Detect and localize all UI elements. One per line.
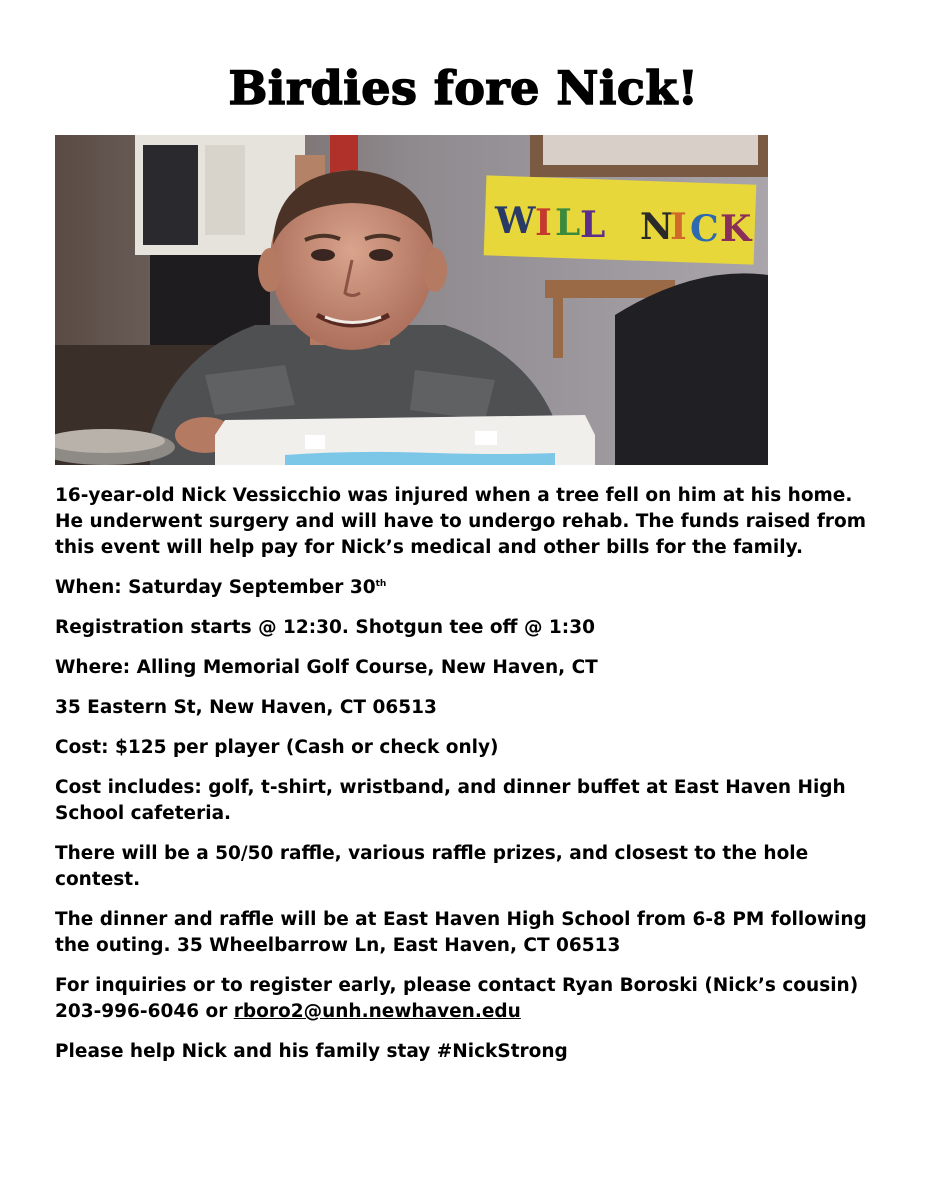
svg-text:L: L xyxy=(555,202,581,244)
portrait-illustration xyxy=(55,135,768,465)
svg-text:I: I xyxy=(535,202,552,244)
contact-email-link[interactable]: rboro2@unh.newhaven.edu xyxy=(233,1001,521,1022)
flyer-title: Birdies fore Nick! xyxy=(228,61,699,115)
svg-text:C: C xyxy=(690,208,719,250)
closing-line: Please help Nick and his family stay #NickStrong xyxy=(55,1041,568,1062)
registration-line: Registration starts @ 12:30. Shotgun tee off @ 1:30 xyxy=(55,617,595,638)
svg-text:L: L xyxy=(580,204,606,246)
cost-includes-paragraph: Cost includes: golf, t-shirt, wristband, and dinner buffet at East Haven High School cafeteria. xyxy=(55,777,846,824)
address-line: 35 Eastern St, New Haven, CT 06513 xyxy=(55,697,437,718)
when-line xyxy=(55,575,870,601)
when-suffix: th xyxy=(375,578,387,589)
cost-line: Cost: $125 per player (Cash or check only) xyxy=(55,737,499,758)
when-text: When: Saturday September 30 xyxy=(55,577,376,598)
svg-text:K: K xyxy=(720,208,752,250)
dinner-paragraph: The dinner and raffle will be at East Haven High School from 6-8 PM following the outing. 35 Wheelbarrow Ln, East Haven, CT 06513 xyxy=(55,909,867,956)
flyer-body xyxy=(55,483,870,1079)
svg-text:I: I xyxy=(670,206,687,248)
svg-text:N: N xyxy=(640,206,673,248)
contact-paragraph xyxy=(55,973,870,1025)
portrait-photo xyxy=(55,135,768,465)
svg-text:W: W xyxy=(495,200,536,242)
raffle-paragraph: There will be a 50/50 raffle, various raffle prizes, and closest to the hole contest. xyxy=(55,843,809,890)
intro-paragraph: 16-year-old Nick Vessicchio was injured when a tree fell on him at his home. He underwent surgery and will have to undergo rehab. The funds raised from this event will help pay for Nick’s medical and other bills for the family. xyxy=(55,485,867,558)
contact-text: For inquiries or to register early, please contact Ryan Boroski (Nick’s cousin) 203-996-6046 or xyxy=(55,975,859,1022)
where-line: Where: Alling Memorial Golf Course, New Haven, CT xyxy=(55,657,598,678)
